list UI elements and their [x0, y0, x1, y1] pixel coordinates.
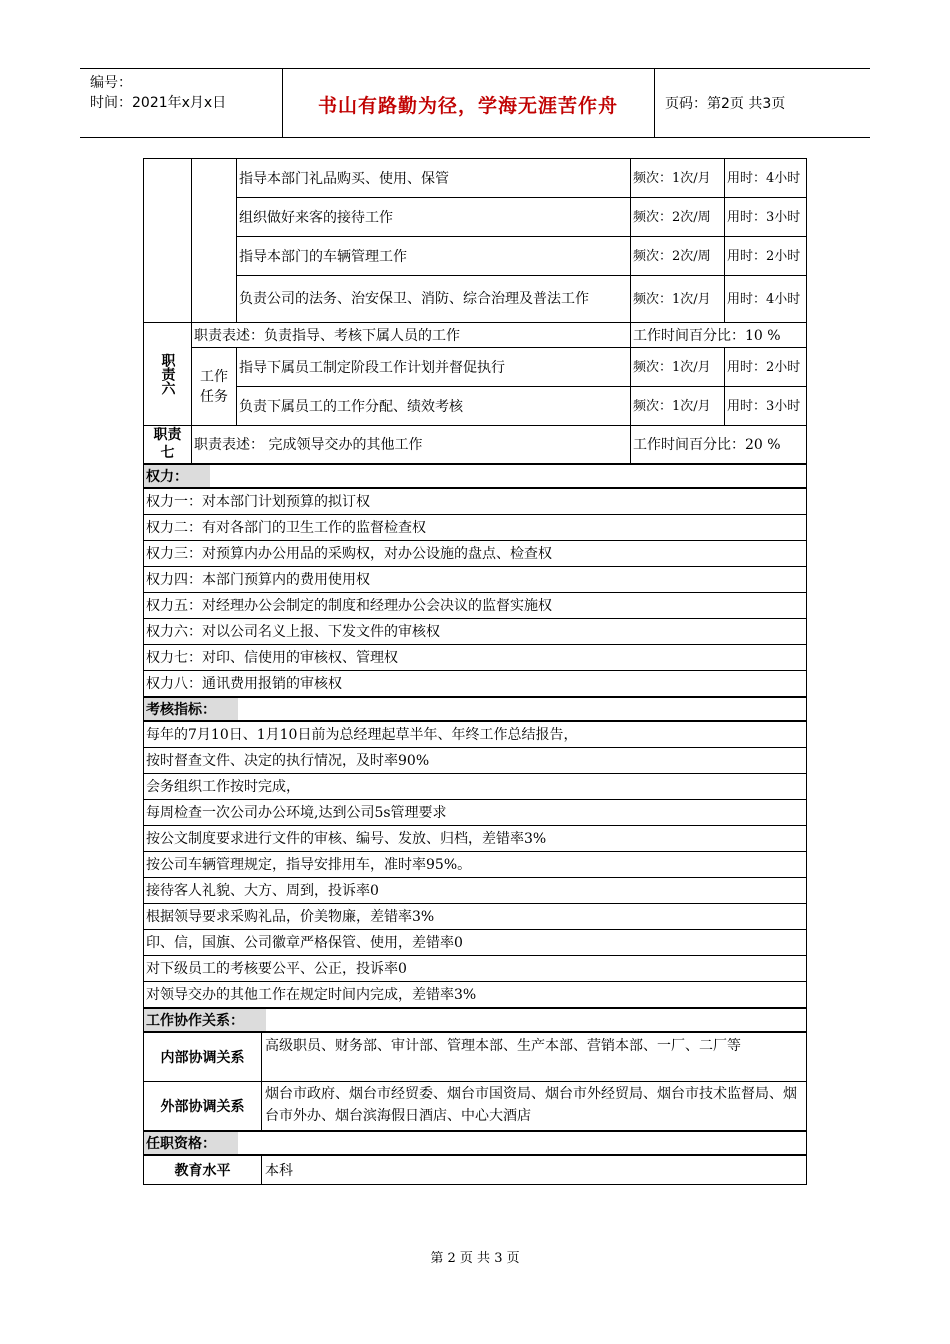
power-item: 权力八：通讯费用报销的审核权	[144, 670, 807, 697]
time-label: 时间：2021年x月x日	[90, 95, 227, 111]
education-value: 本科	[265, 1162, 293, 1179]
job-description-table	[143, 158, 807, 1185]
cooperation-row	[144, 1081, 807, 1131]
list-item	[144, 903, 807, 929]
internal-label: 内部协调关系	[144, 1033, 262, 1081]
task-duration: 用时：3小时	[725, 387, 807, 426]
power-item: 权力二：有对各部门的卫生工作的监督检查权	[144, 514, 807, 540]
kpi-item: 接待客人礼貌、大方、周到，投诉率0	[144, 877, 807, 903]
task-duration: 用时：4小时	[725, 159, 807, 198]
task-row	[144, 159, 807, 198]
list-item	[144, 773, 807, 799]
kpi-item: 印、信，国旗、公司徽章严格保管、使用，差错率0	[144, 929, 807, 955]
kpi-title: 考核指标：	[144, 698, 238, 720]
power-item: 权力七：对印、信使用的审核权、管理权	[144, 644, 807, 670]
kpi-item: 每年的7月10日、1月10日前为总经理起草半年、年终工作总结报告，	[144, 721, 807, 748]
list-item	[144, 747, 807, 773]
task-frequency: 频次：1次/月	[631, 348, 725, 387]
task-duration: 用时：3小时	[725, 198, 807, 237]
kpi-item: 根据领导要求采购礼品，价美物廉，差错率3%	[144, 903, 807, 929]
list-item	[144, 514, 807, 540]
number-label: 编号：	[90, 75, 132, 91]
internal-value: 高级职员、财务部、审计部、管理本部、生产本部、营销本部、一厂、二厂等	[265, 1037, 741, 1054]
external-label: 外部协调关系	[144, 1082, 262, 1130]
task-frequency: 频次：1次/月	[631, 387, 725, 426]
task-label: 工作任务	[192, 348, 237, 426]
duty-six-label: 职责六	[144, 323, 192, 426]
page-header	[80, 68, 870, 138]
page-footer: 第 2 页 共 3 页	[430, 1251, 520, 1266]
task-label-cell	[192, 159, 237, 323]
duty-statement-row	[144, 426, 807, 464]
list-item	[144, 981, 807, 1008]
list-item	[144, 799, 807, 825]
task-row	[144, 348, 807, 387]
task-text: 负责公司的法务、治安保卫、消防、综合治理及普法工作	[237, 276, 631, 323]
section-row	[144, 697, 807, 721]
education-label: 教育水平	[144, 1156, 262, 1184]
header-page-label: 页码：第2页 共3页	[665, 96, 786, 112]
qualification-row	[144, 1155, 807, 1185]
list-item	[144, 721, 807, 748]
duty-statement: 职责表述：负责指导、考核下属人员的工作	[192, 323, 631, 348]
section-row	[144, 464, 807, 488]
task-row	[144, 198, 807, 237]
kpi-item: 会务组织工作按时完成，	[144, 773, 807, 799]
power-item: 权力五：对经理办公会制定的制度和经理办公会决议的监督实施权	[144, 592, 807, 618]
header-meta	[90, 73, 226, 113]
kpi-item: 按公司车辆管理规定，指导安排用车，准时率95%。	[144, 851, 807, 877]
cooperation-title: 工作协作关系：	[144, 1009, 266, 1031]
task-duration: 用时：2小时	[725, 348, 807, 387]
task-row	[144, 276, 807, 323]
header-divider	[654, 69, 655, 137]
task-frequency: 频次：2次/周	[631, 198, 725, 237]
task-duration: 用时：2小时	[725, 237, 807, 276]
qualification-title: 任职资格：	[144, 1132, 238, 1154]
task-frequency: 频次：2次/周	[631, 237, 725, 276]
task-frequency: 频次：1次/月	[631, 276, 725, 323]
duty-statement-row	[144, 323, 807, 348]
task-duration: 用时：4小时	[725, 276, 807, 323]
power-item: 权力一：对本部门计划预算的拟订权	[144, 488, 807, 515]
list-item	[144, 877, 807, 903]
kpi-item: 每周检查一次公司办公环境,达到公司5s管理要求	[144, 799, 807, 825]
task-text: 指导本部门的车辆管理工作	[237, 237, 631, 276]
kpi-item: 按公文制度要求进行文件的审核、编号、发放、归档，差错率3%	[144, 825, 807, 851]
task-frequency: 频次：1次/月	[631, 159, 725, 198]
list-item	[144, 540, 807, 566]
list-item	[144, 592, 807, 618]
list-item	[144, 670, 807, 697]
duty-percent: 工作时间百分比：10 %	[631, 323, 807, 348]
kpi-item: 对下级员工的考核要公平、公正，投诉率0	[144, 955, 807, 981]
duty-seven-label: 职责七	[144, 426, 192, 464]
power-item: 权力六：对以公司名义上报、下发文件的审核权	[144, 618, 807, 644]
task-text: 指导下属员工制定阶段工作计划并督促执行	[237, 348, 631, 387]
duty-statement: 职责表述： 完成领导交办的其他工作	[192, 426, 631, 464]
section-row	[144, 1131, 807, 1155]
powers-title: 权力：	[144, 465, 210, 487]
header-motto: 书山有路勤为径，学海无涯苦作舟	[317, 95, 618, 117]
list-item	[144, 851, 807, 877]
task-text: 指导本部门礼品购买、使用、保管	[237, 159, 631, 198]
list-item	[144, 929, 807, 955]
section-row	[144, 1008, 807, 1032]
list-item	[144, 644, 807, 670]
cooperation-row	[144, 1032, 807, 1082]
external-value: 烟台市政府、烟台市经贸委、烟台市国资局、烟台市外经贸局、烟台市技术监督局、烟台市外办、烟台滨海假日酒店、中心大酒店	[265, 1085, 797, 1124]
power-item: 权力四：本部门预算内的费用使用权	[144, 566, 807, 592]
task-text: 组织做好来客的接待工作	[237, 198, 631, 237]
task-text: 负责下属员工的工作分配、绩效考核	[237, 387, 631, 426]
duty-percent: 工作时间百分比：20 %	[631, 426, 807, 464]
list-item	[144, 488, 807, 515]
kpi-item: 对领导交办的其他工作在规定时间内完成，差错率3%	[144, 981, 807, 1008]
list-item	[144, 955, 807, 981]
list-item	[144, 825, 807, 851]
list-item	[144, 566, 807, 592]
list-item	[144, 618, 807, 644]
kpi-item: 按时督查文件、决定的执行情况，及时率90%	[144, 747, 807, 773]
task-row	[144, 387, 807, 426]
power-item: 权力三：对预算内办公用品的采购权，对办公设施的盘点、检查权	[144, 540, 807, 566]
duty-label-cell	[144, 159, 192, 323]
task-row	[144, 237, 807, 276]
